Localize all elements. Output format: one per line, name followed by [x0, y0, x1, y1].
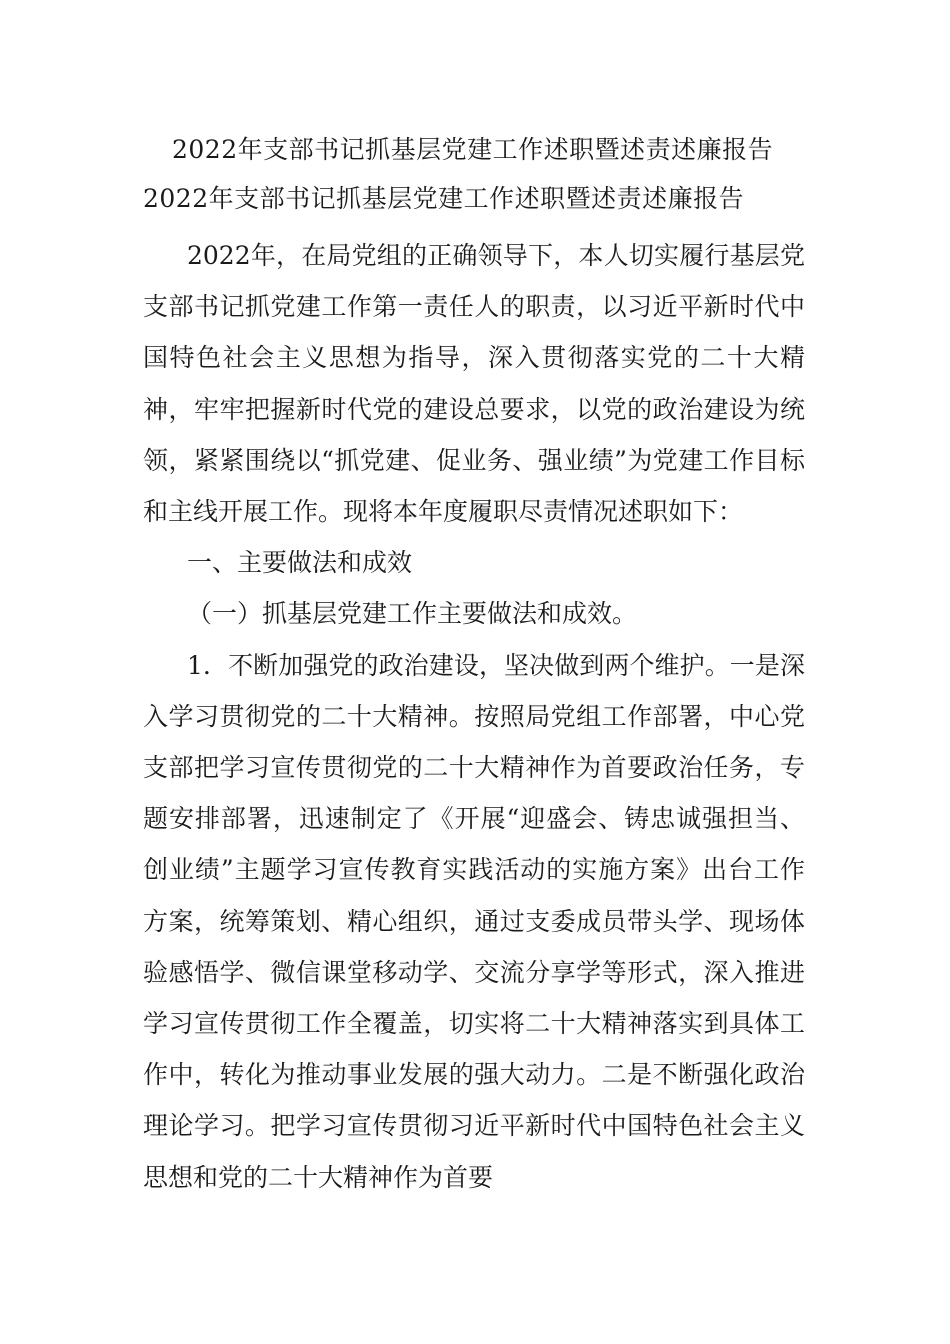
document-subtitle: 2022年支部书记抓基层党建工作述职暨述责述廉报告 [143, 184, 745, 213]
subsection-heading: （一）抓基层党建工作主要做法和成效。 [187, 599, 638, 629]
intro-paragraph: 2022年，在局党组的正确领导下，本人切实履行基层党支部书记抓党建工作第一责任人的职责，以习近平新时代中国特色社会主义思想为指导，深入贯彻落实党的二十大精神，牢牢把握新时代党的建设总要求，以党的政治建设为统领，紧紧围绕以“抓党建、促业务、强业绩”为党建工作目标和主线开展工作。现将本年度履职尽责情况述职如下： [143, 241, 805, 527]
document-title: 2022年支部书记抓基层党建工作述职暨述责述廉报告 [172, 135, 774, 164]
body-paragraph: 1．不断加强党的政治建设，坚决做到两个维护。一是深入学习贯彻党的二十大精神。按照局党组工作部署，中心党支部把学习宣传贯彻党的二十大精神作为首要政治任务，专题安排部署，迅速制定了《开展“迎盛会、铸忠诚强担当、创业绩”主题学习宣传教育实践活动的实施方案》出台工作方案，统筹策划、精心组织，通过支委成员带头学、现场体验感悟学、微信课堂移动学、交流分享学等形式，深入推进学习宣传贯彻工作全覆盖，切实将二十大精神落实到具体工作中，转化为推动事业发展的强大动力。二是不断强化政治理论学习。把学习宣传贯彻习近平新时代中国特色社会主义思想和党的二十大精神作为首要 [143, 650, 805, 1192]
document-body [143, 230, 805, 1203]
section-heading: 一、主要做法和成效 [187, 548, 413, 578]
